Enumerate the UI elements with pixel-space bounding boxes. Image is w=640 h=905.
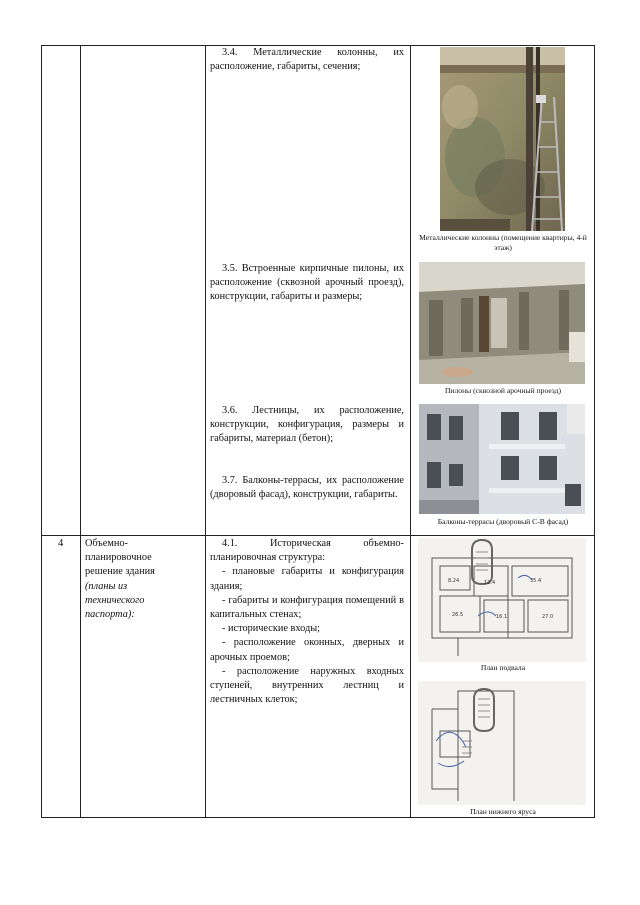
plan-basement: [418, 538, 586, 662]
svg-text:16.1: 16.1: [496, 614, 508, 620]
photo-pylons: [419, 262, 585, 384]
svg-text:12.4: 12.4: [484, 580, 496, 586]
section-title-line: планировочное: [85, 552, 152, 564]
section-note-line: технического: [85, 594, 145, 606]
item-4-1: [210, 537, 404, 707]
row-number: 4: [58, 538, 64, 549]
row-divider: [41, 535, 595, 536]
caption-metal-columns: Металлические колонны (помещение квартиры, 4-й этаж): [419, 233, 587, 252]
photo-balconies: [419, 404, 585, 514]
table-bottom-border: [41, 817, 595, 818]
svg-text:35.4: 35.4: [530, 578, 542, 584]
bullet-item: - расположение наружных входных ступеней, внутренних лестниц и лестничных клеток;: [210, 665, 404, 706]
item-3-4: 3.4. Металлические колонны, их расположение, габариты, сечения;: [210, 47, 404, 73]
item-3-5: 3.5. Встроенные кирпичные пилоны, их расположение (сквозной арочный проезд), конструкции, габариты и размеры;: [210, 263, 404, 303]
column-divider-1: [80, 45, 81, 818]
photo-metal-columns: [440, 47, 565, 231]
section-note-line: (планы из: [85, 580, 128, 592]
table-left-border: [41, 45, 42, 818]
table-right-border: [594, 45, 595, 818]
plan-lower-tier: [418, 681, 586, 805]
caption-basement-plan: План подвала: [480, 663, 526, 672]
bullet-item: - габариты и конфигурация помещений в капитальных стенах;: [210, 594, 404, 621]
column-divider-3: [410, 45, 411, 818]
item-3-6: 3.6. Лестницы, их расположение, конструкции, конфигурация, размеры и габариты, материал (бетон);: [210, 405, 404, 445]
svg-text:8.24: 8.24: [448, 578, 460, 584]
column-divider-2: [205, 45, 206, 818]
section-title: [85, 537, 203, 622]
bullet-item: - плановые габариты и конфигурация здания;: [210, 566, 404, 592]
bullet-item: - расположение оконных, дверных и арочных проемов;: [210, 637, 404, 663]
caption-pylons: Пилоны (сквозной арочный проезд): [444, 386, 562, 395]
section-title-line: Объемно-: [85, 538, 128, 549]
bullet-item: - исторические входы;: [222, 623, 320, 635]
caption-balconies: Балконы-террасы (дворовый С-В фасад): [437, 517, 569, 526]
svg-text:27.0: 27.0: [542, 614, 554, 620]
caption-lower-tier-plan: План нижнего яруса: [470, 807, 536, 816]
section-title-line: решение здания: [85, 566, 155, 578]
section-note-line: паспорта):: [85, 609, 135, 621]
item-4-1-lead: 4.1. Историческая объемно-планировочная структура:: [210, 538, 404, 564]
item-3-7: 3.7. Балконы-террасы, их расположение (дворовый фасад), конструкции, габариты.: [210, 475, 404, 501]
svg-text:26.5: 26.5: [452, 612, 464, 618]
